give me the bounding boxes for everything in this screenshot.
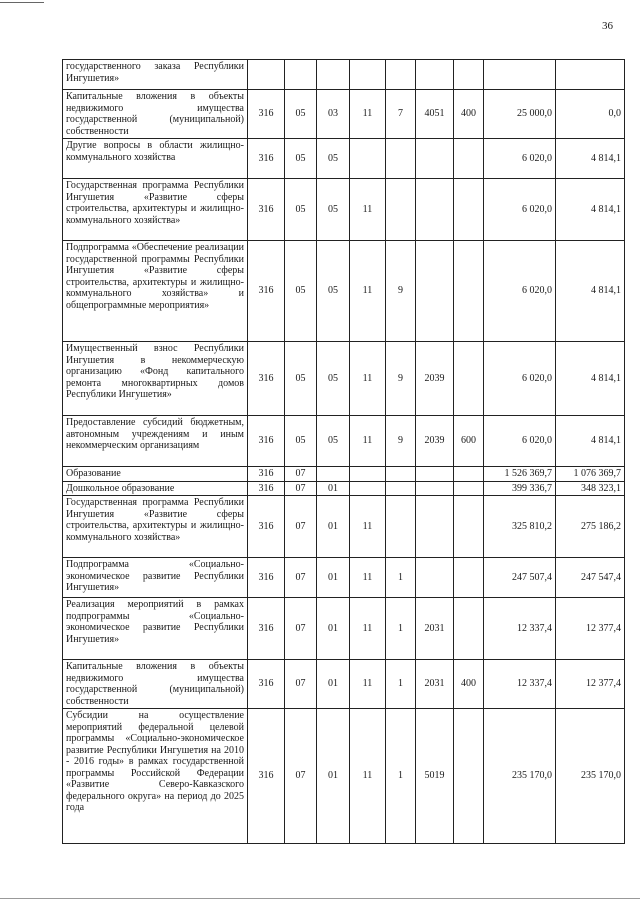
section-code: 05 xyxy=(285,139,317,179)
subprogram-code xyxy=(386,60,416,90)
subprogram-code xyxy=(386,467,416,482)
amount-second: 4 814,1 xyxy=(556,179,625,241)
subsection-code: 01 xyxy=(317,709,350,844)
amount-first: 6 020,0 xyxy=(484,342,556,416)
amount-first: 6 020,0 xyxy=(484,241,556,342)
expense-type-code xyxy=(454,481,484,496)
row-name: Капитальные вложения в объекты недвижимого имущества государственной (муниципальной) собственности xyxy=(63,660,248,709)
article-code xyxy=(416,179,454,241)
row-name: Имущественный взнос Республики Ингушетия в некоммерческую организацию «Фонд капитального ремонта многоквартирных домов Республики Ингушетия» xyxy=(63,342,248,416)
amount-second: 0,0 xyxy=(556,90,625,139)
ministry-code: 316 xyxy=(248,598,285,660)
amount-first: 6 020,0 xyxy=(484,179,556,241)
page-number: 36 xyxy=(602,20,613,32)
ministry-code: 316 xyxy=(248,660,285,709)
section-code: 07 xyxy=(285,709,317,844)
amount-second: 4 814,1 xyxy=(556,139,625,179)
article-code xyxy=(416,558,454,598)
subsection-code xyxy=(317,467,350,482)
subsection-code: 01 xyxy=(317,660,350,709)
expense-type-code xyxy=(454,139,484,179)
article-code: 2031 xyxy=(416,660,454,709)
row-name: Подпрограмма «Обеспечение реализации государственной программы Республики Ингушетия «Развитие сферы строительства, архитектуры и жилищно-коммунального хозяйства» и общепрограммные мероприятия» xyxy=(63,241,248,342)
amount-first: 1 526 369,7 xyxy=(484,467,556,482)
amount-second: 1 076 369,7 xyxy=(556,467,625,482)
program-code: 11 xyxy=(350,558,386,598)
row-name: Дошкольное образование xyxy=(63,481,248,496)
subprogram-code xyxy=(386,179,416,241)
row-name: Образование xyxy=(63,467,248,482)
program-code: 11 xyxy=(350,179,386,241)
subsection-code: 01 xyxy=(317,598,350,660)
expense-type-code xyxy=(454,179,484,241)
amount-second: 247 547,4 xyxy=(556,558,625,598)
program-code: 11 xyxy=(350,90,386,139)
ministry-code: 316 xyxy=(248,342,285,416)
section-code: 05 xyxy=(285,342,317,416)
section-code: 07 xyxy=(285,481,317,496)
section-code: 05 xyxy=(285,416,317,467)
article-code: 2031 xyxy=(416,598,454,660)
amount-first xyxy=(484,60,556,90)
subprogram-code: 1 xyxy=(386,598,416,660)
amount-first: 6 020,0 xyxy=(484,416,556,467)
ministry-code: 316 xyxy=(248,709,285,844)
expense-type-code: 400 xyxy=(454,90,484,139)
subsection-code: 01 xyxy=(317,481,350,496)
expense-type-code xyxy=(454,60,484,90)
amount-first: 399 336,7 xyxy=(484,481,556,496)
table-row xyxy=(63,467,625,482)
table-row xyxy=(63,139,625,179)
subprogram-code: 1 xyxy=(386,660,416,709)
expense-type-code xyxy=(454,598,484,660)
table-row xyxy=(63,241,625,342)
expense-type-code xyxy=(454,558,484,598)
amount-second: 348 323,1 xyxy=(556,481,625,496)
section-code: 05 xyxy=(285,179,317,241)
article-code xyxy=(416,481,454,496)
ministry-code: 316 xyxy=(248,179,285,241)
program-code: 11 xyxy=(350,660,386,709)
amount-first: 25 000,0 xyxy=(484,90,556,139)
ministry-code: 316 xyxy=(248,416,285,467)
ministry-code: 316 xyxy=(248,496,285,558)
expense-type-code xyxy=(454,342,484,416)
table-row xyxy=(63,90,625,139)
row-name: Капитальные вложения в объекты недвижимого имущества государственной (муниципальной) собственности xyxy=(63,90,248,139)
section-code: 07 xyxy=(285,660,317,709)
row-name: Предоставление субсидий бюджетным, автономным учреждениям и иным некоммерческим организациям xyxy=(63,416,248,467)
article-code: 2039 xyxy=(416,342,454,416)
expense-type-code: 600 xyxy=(454,416,484,467)
amount-second: 12 377,4 xyxy=(556,660,625,709)
subsection-code: 01 xyxy=(317,496,350,558)
program-code: 11 xyxy=(350,709,386,844)
program-code xyxy=(350,481,386,496)
expense-type-code xyxy=(454,241,484,342)
ministry-code xyxy=(248,60,285,90)
article-code xyxy=(416,496,454,558)
subprogram-code: 9 xyxy=(386,241,416,342)
subsection-code: 05 xyxy=(317,139,350,179)
table-row xyxy=(63,709,625,844)
table-row xyxy=(63,558,625,598)
program-code: 11 xyxy=(350,598,386,660)
program-code: 11 xyxy=(350,342,386,416)
subsection-code: 05 xyxy=(317,241,350,342)
table-row xyxy=(63,416,625,467)
program-code xyxy=(350,467,386,482)
row-name: Государственная программа Республики Ингушетия «Развитие сферы строительства, архитектуры и жилищно-коммунального хозяйства» xyxy=(63,496,248,558)
expense-type-code xyxy=(454,709,484,844)
ministry-code: 316 xyxy=(248,90,285,139)
amount-first: 6 020,0 xyxy=(484,139,556,179)
subprogram-code: 7 xyxy=(386,90,416,139)
subsection-code: 05 xyxy=(317,342,350,416)
amount-second: 4 814,1 xyxy=(556,416,625,467)
subsection-code xyxy=(317,60,350,90)
table-row xyxy=(63,342,625,416)
section-code: 05 xyxy=(285,90,317,139)
amount-second: 275 186,2 xyxy=(556,496,625,558)
section-code xyxy=(285,60,317,90)
subprogram-code: 1 xyxy=(386,558,416,598)
table-body xyxy=(63,60,625,844)
program-code: 11 xyxy=(350,496,386,558)
row-name: Другие вопросы в области жилищно-коммунального хозяйства xyxy=(63,139,248,179)
ministry-code: 316 xyxy=(248,467,285,482)
ministry-code: 316 xyxy=(248,558,285,598)
program-code: 11 xyxy=(350,416,386,467)
budget-table xyxy=(62,59,625,844)
amount-second: 4 814,1 xyxy=(556,241,625,342)
subsection-code: 03 xyxy=(317,90,350,139)
table-row xyxy=(63,179,625,241)
amount-first: 247 507,4 xyxy=(484,558,556,598)
ministry-code: 316 xyxy=(248,241,285,342)
subprogram-code xyxy=(386,481,416,496)
section-code: 07 xyxy=(285,598,317,660)
row-name: Подпрограмма «Социально-экономическое развитие Республики Ингушетия» xyxy=(63,558,248,598)
ministry-code: 316 xyxy=(248,481,285,496)
expense-type-code xyxy=(454,467,484,482)
amount-first: 325 810,2 xyxy=(484,496,556,558)
subsection-code: 05 xyxy=(317,416,350,467)
amount-second xyxy=(556,60,625,90)
table-row xyxy=(63,660,625,709)
section-code: 07 xyxy=(285,496,317,558)
subprogram-code: 9 xyxy=(386,416,416,467)
subsection-code: 05 xyxy=(317,179,350,241)
article-code: 2039 xyxy=(416,416,454,467)
amount-second: 12 377,4 xyxy=(556,598,625,660)
scan-bottom-line xyxy=(0,898,640,899)
subprogram-code: 9 xyxy=(386,342,416,416)
article-code: 5019 xyxy=(416,709,454,844)
section-code: 07 xyxy=(285,467,317,482)
amount-first: 12 337,4 xyxy=(484,660,556,709)
amount-second: 4 814,1 xyxy=(556,342,625,416)
scan-edge-line xyxy=(0,2,44,3)
subsection-code: 01 xyxy=(317,558,350,598)
subprogram-code: 1 xyxy=(386,709,416,844)
table-row xyxy=(63,598,625,660)
article-code xyxy=(416,139,454,179)
section-code: 07 xyxy=(285,558,317,598)
table-row xyxy=(63,481,625,496)
row-name: Государственная программа Республики Ингушетия «Развитие сферы строительства, архитектуры и жилищно-коммунального хозяйства» xyxy=(63,179,248,241)
section-code: 05 xyxy=(285,241,317,342)
row-name: государственного заказа Республики Ингушетия» xyxy=(63,60,248,90)
subprogram-code xyxy=(386,496,416,558)
table-row xyxy=(63,60,625,90)
expense-type-code xyxy=(454,496,484,558)
program-code xyxy=(350,139,386,179)
table-row xyxy=(63,496,625,558)
program-code xyxy=(350,60,386,90)
row-name: Реализация мероприятий в рамках подпрограммы «Социально-экономическое развитие Республики Ингушетия» xyxy=(63,598,248,660)
article-code xyxy=(416,467,454,482)
subprogram-code xyxy=(386,139,416,179)
program-code: 11 xyxy=(350,241,386,342)
row-name: Субсидии на осуществление мероприятий федеральной целевой программы «Социально-экономическое развитие Республики Ингушетия на 2010 - 2016 годы» в рамках государственной программы Российской Федерации «Развитие Северо-Кавказского федерального округа» на период до 2025 года xyxy=(63,709,248,844)
article-code xyxy=(416,241,454,342)
amount-first: 12 337,4 xyxy=(484,598,556,660)
article-code xyxy=(416,60,454,90)
ministry-code: 316 xyxy=(248,139,285,179)
expense-type-code: 400 xyxy=(454,660,484,709)
amount-first: 235 170,0 xyxy=(484,709,556,844)
article-code: 4051 xyxy=(416,90,454,139)
amount-second: 235 170,0 xyxy=(556,709,625,844)
